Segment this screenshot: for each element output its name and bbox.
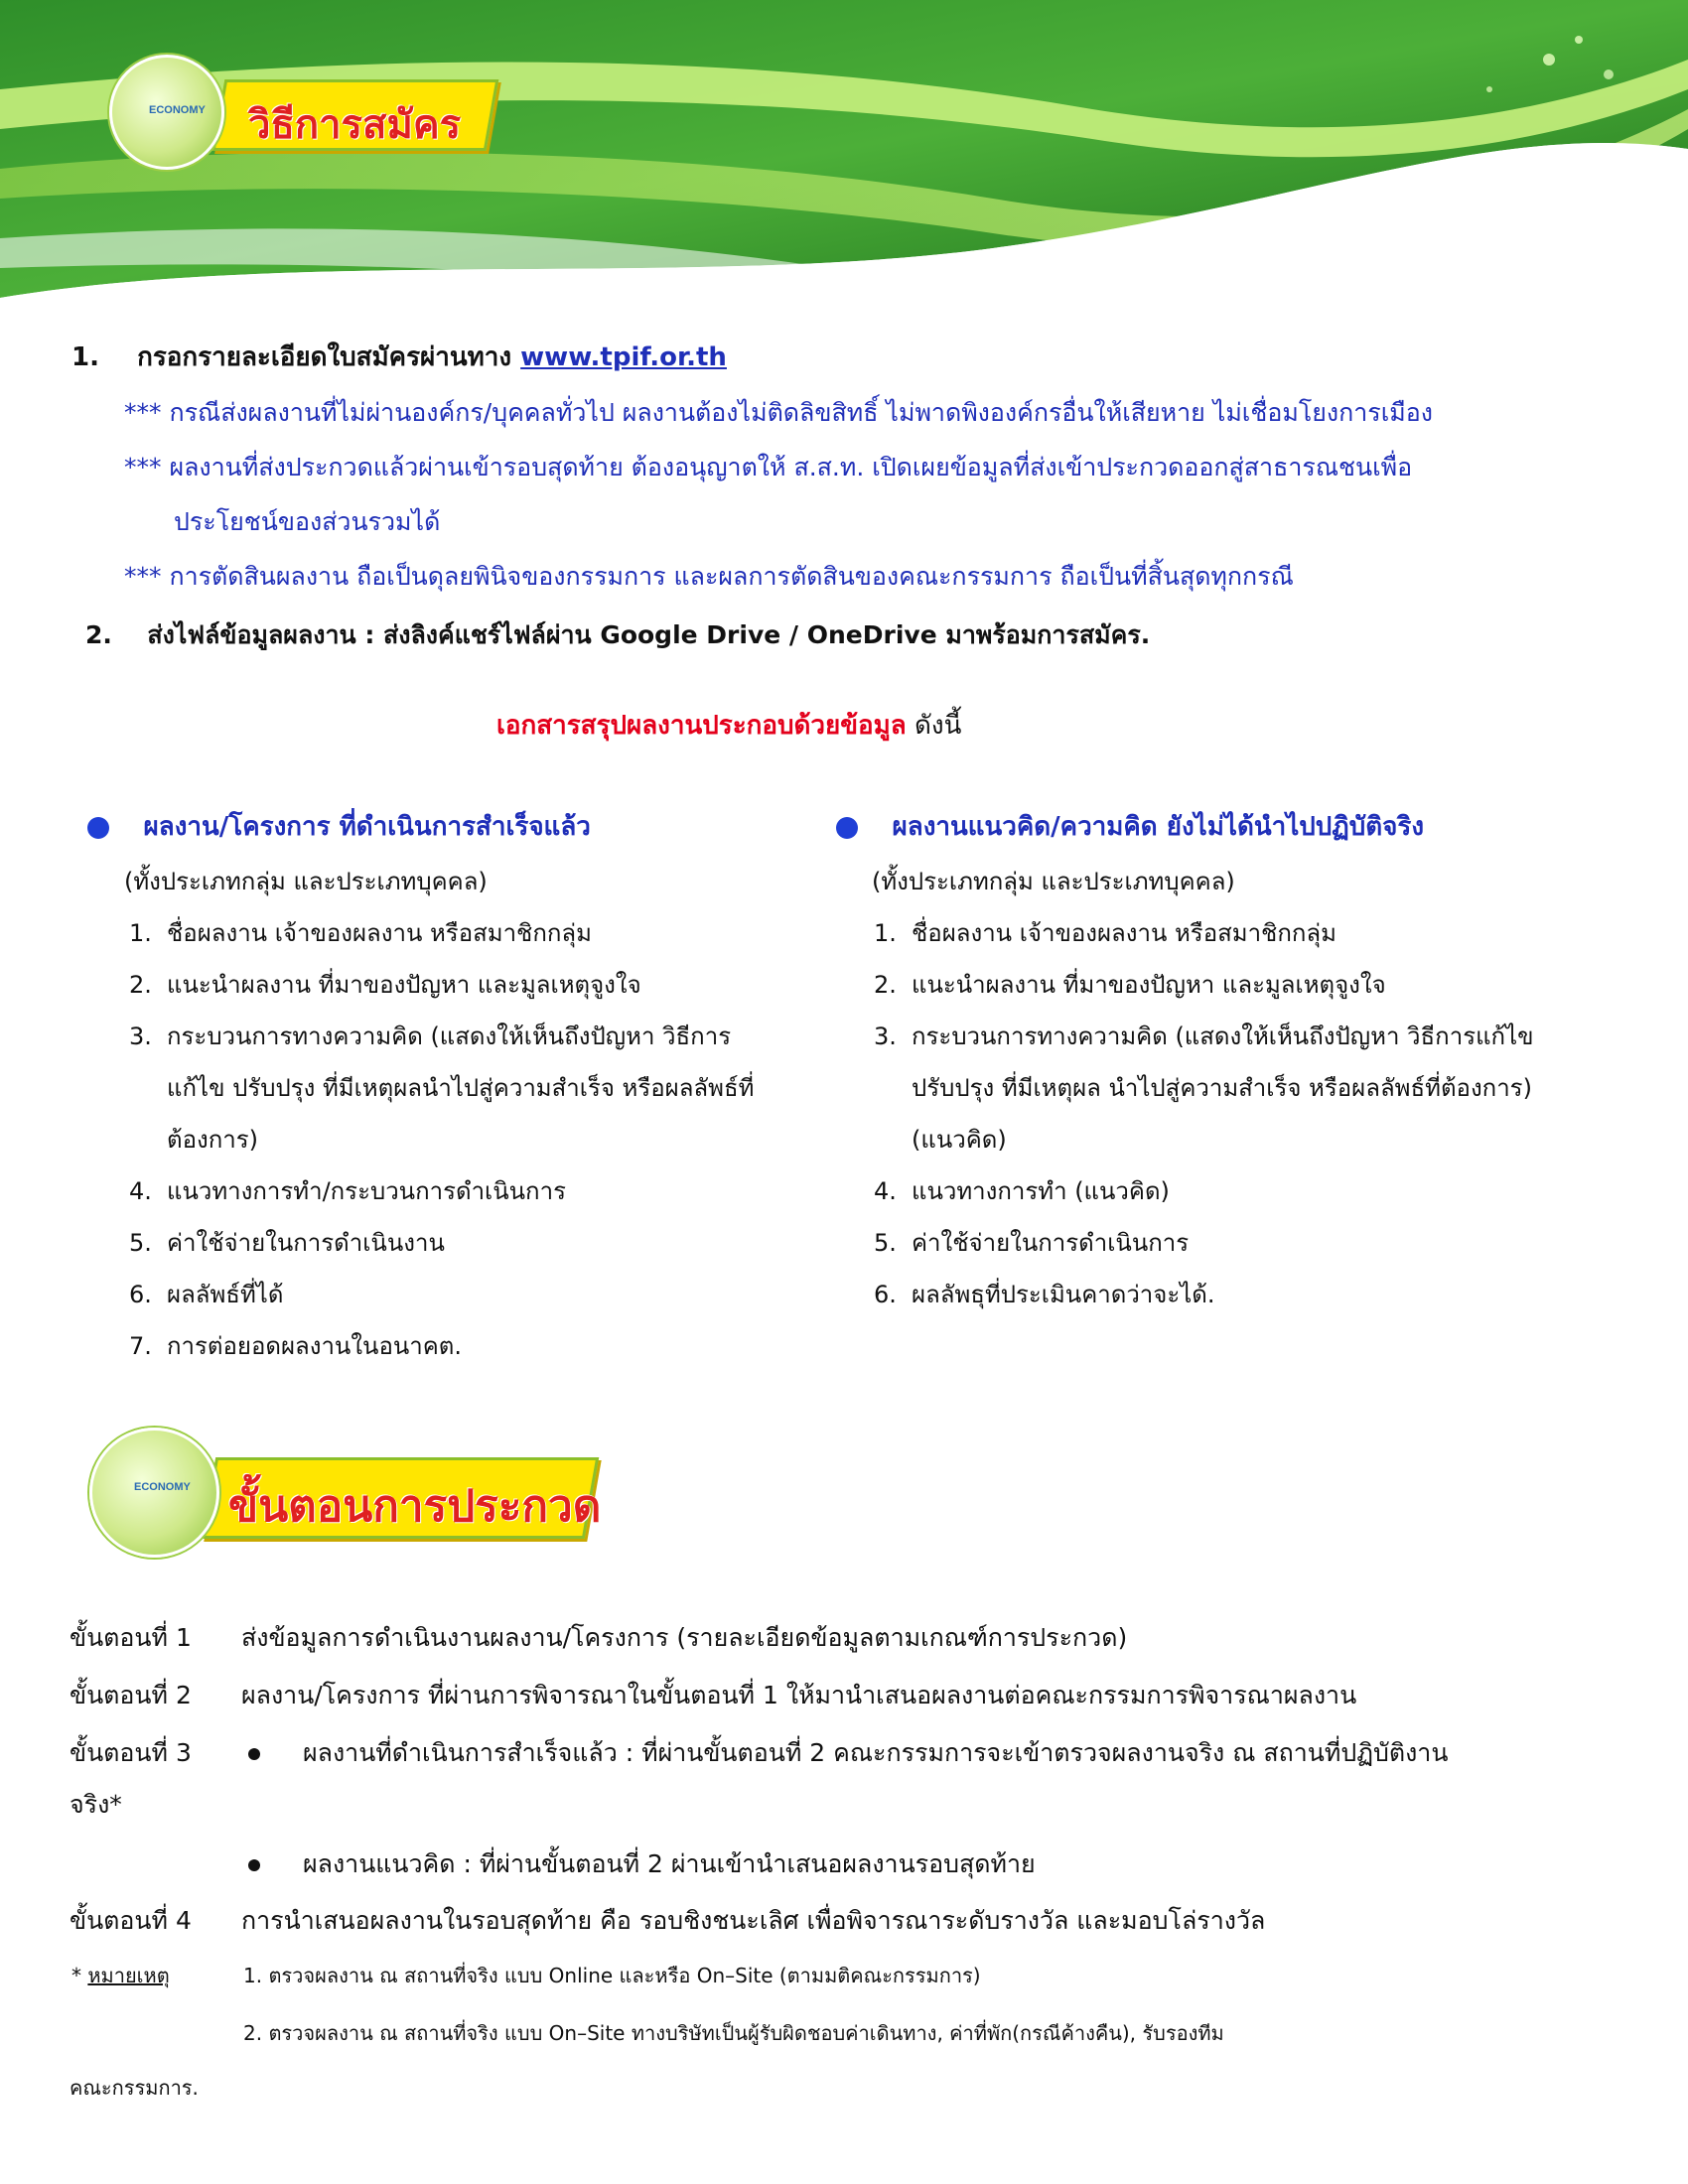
apply-step-2-text: ส่งไฟล์ข้อมูลผลงาน : ส่งลิงค์แชร์ไฟล์ผ่าน Google Drive / OneDrive มาพร้อมการสมัคร. bbox=[147, 620, 1151, 649]
right_col-item-text: แนะนำผลงาน ที่มาของปัญหา และมูลเหตุจูงใจ bbox=[912, 971, 1386, 999]
left_col-item-number: 2. bbox=[129, 971, 152, 999]
left_col-item-number: 1. bbox=[129, 919, 152, 947]
left_col-item-text: แนวทางการทำ/กระบวนการดำเนินการ bbox=[167, 1177, 566, 1205]
stage-3-label: ขั้นตอนที่ 3 bbox=[70, 1738, 192, 1767]
right_col-item-text: แนวทางการทำ (แนวคิด) bbox=[912, 1177, 1170, 1205]
stage-4-text: การนำเสนอผลงานในรอบสุดท้าย คือ รอบชิงชนะเลิศ เพื่อพิจารณาระดับรางวัล และมอบโล่รางวัล bbox=[241, 1906, 1266, 1935]
apply-step-1-number: 1. bbox=[71, 342, 99, 372]
apply-step-1 bbox=[71, 340, 727, 375]
section-badge-apply bbox=[109, 55, 526, 164]
stage-2-label: ขั้นตอนที่ 2 bbox=[70, 1681, 192, 1709]
bullet-dot-icon bbox=[836, 817, 858, 839]
left-column-heading: ผลงาน/โครงการ ที่ดำเนินการสำเร็จแล้ว bbox=[87, 809, 591, 845]
note-1: *** กรณีส่งผลงานที่ไม่ผ่านองค์กร/บุคคลทั่วไป ผลงานต้องไม่ติดลิขสิทธิ์ ไม่พาดพิงองค์กรอื่นให้เสียหาย ไม่เชื่อมโยงการเมือง bbox=[124, 398, 1433, 427]
note-2-cont: ประโยชน์ของส่วนรวมได้ bbox=[174, 507, 441, 536]
apply-step-1-text: กรอกรายละเอียดใบสมัครผ่านทาง bbox=[137, 342, 512, 372]
section-title-contest: ขั้นตอนการประกวด bbox=[228, 1481, 602, 1532]
right_col-item-text: ชื่อผลงาน เจ้าของผลงาน หรือสมาชิกกลุ่ม bbox=[912, 919, 1336, 947]
summary-heading-red: เอกสารสรุปผลงานประกอบด้วยข้อมูล bbox=[496, 711, 907, 741]
bullet-dot-icon bbox=[87, 817, 109, 839]
section-title-apply: วิธีการสมัคร bbox=[248, 102, 462, 148]
right-column-heading: ผลงานแนวคิด/ความคิด ยังไม่ได้นำไปปฏิบัติจริง bbox=[836, 809, 1424, 845]
left_col-item-number: 6. bbox=[129, 1281, 152, 1308]
right_col-item-text: (แนวคิด) bbox=[912, 1126, 1007, 1154]
remark-star: * bbox=[71, 1964, 88, 1987]
remark-1: 1. ตรวจผลงาน ณ สถานที่จริง แบบ Online และหรือ On–Site (ตามมติคณะกรรมการ) bbox=[243, 1964, 981, 1987]
stage-1-text: ส่งข้อมูลการดำเนินงานผลงาน/โครงการ (รายละเอียดข้อมูลตามเกณฑ์การประกวด) bbox=[241, 1623, 1128, 1652]
bullet-icon bbox=[248, 1859, 260, 1871]
right_col-item-number: 5. bbox=[874, 1229, 897, 1257]
remark bbox=[71, 1958, 170, 1993]
stage-2-text: ผลงาน/โครงการ ที่ผ่านการพิจารณาในขั้นตอนที่ 1 ให้มานำเสนอผลงานต่อคณะกรรมการพิจารณาผลงาน bbox=[241, 1681, 1357, 1709]
logo-label: ECONOMY bbox=[149, 104, 206, 116]
left_col-item-text: แก้ไข ปรับปรุง ที่มีเหตุผลนำไปสู่ความสำเร็จ หรือผลลัพธ์ที่ bbox=[167, 1074, 755, 1102]
summary-heading-suffix: ดังนี้ bbox=[906, 711, 962, 741]
note-2: *** ผลงานที่ส่งประกวดแล้วผ่านเข้ารอบสุดท้าย ต้องอนุญาตให้ ส.ส.ท. เปิดเผยข้อมูลที่ส่งเข้าประกวดออกสู่สาธารณชนเพื่อ bbox=[124, 453, 1413, 481]
left_col-item-number: 4. bbox=[129, 1177, 152, 1205]
left_col-item-text: แนะนำผลงาน ที่มาของปัญหา และมูลเหตุจูงใจ bbox=[167, 971, 641, 999]
right_col-item-text: กระบวนการทางความคิด (แสดงให้เห็นถึงปัญหา วิธีการแก้ไข bbox=[912, 1023, 1534, 1050]
bullet-icon bbox=[248, 1748, 260, 1760]
left_col-item-number: 3. bbox=[129, 1023, 152, 1050]
apply-step-2 bbox=[85, 617, 1150, 653]
remark-label: หมายเหตุ bbox=[87, 1964, 170, 1987]
stage-3-text-a: ผลงานที่ดำเนินการสำเร็จแล้ว : ที่ผ่านขั้นตอนที่ 2 คณะกรรมการจะเข้าตรวจผลงานจริง ณ สถานที่ปฏิบัติงาน bbox=[303, 1738, 1449, 1767]
logo-label: ECONOMY bbox=[134, 1481, 191, 1493]
remark-2: 2. ตรวจผลงาน ณ สถานที่จริง แบบ On–Site ทางบริษัทเป็นผู้รับผิดชอบค่าเดินทาง, ค่าที่พัก(กรณีค้างคืน), รับรองทีม bbox=[243, 2021, 1224, 2045]
right_col-item-number: 3. bbox=[874, 1023, 897, 1050]
stage-3-text-b: ผลงานแนวคิด : ที่ผ่านขั้นตอนที่ 2 ผ่านเข้านำเสนอผลงานรอบสุดท้าย bbox=[303, 1849, 1036, 1878]
stage-3-text-a2: จริง* bbox=[70, 1790, 122, 1819]
tpif-website-link[interactable]: www.tpif.or.th bbox=[520, 342, 727, 372]
right-column-sub: (ทั้งประเภทกลุ่ม และประเภทบุคคล) bbox=[872, 868, 1235, 895]
left_col-item-text: ชื่อผลงาน เจ้าของผลงาน หรือสมาชิกกลุ่ม bbox=[167, 919, 592, 947]
right_col-item-text: ค่าใช้จ่ายในการดำเนินการ bbox=[912, 1229, 1190, 1257]
left-column-sub: (ทั้งประเภทกลุ่ม และประเภทบุคคล) bbox=[124, 868, 488, 895]
left_col-item-text: กระบวนการทางความคิด (แสดงให้เห็นถึงปัญหา วิธีการ bbox=[167, 1023, 732, 1050]
section-badge-contest bbox=[89, 1420, 626, 1559]
remark-2-cont: คณะกรรมการ. bbox=[70, 2076, 199, 2100]
right_col-item-number: 2. bbox=[874, 971, 897, 999]
stage-4-label: ขั้นตอนที่ 4 bbox=[70, 1906, 192, 1935]
left_col-item-number: 5. bbox=[129, 1229, 152, 1257]
right_col-item-number: 1. bbox=[874, 919, 897, 947]
left_col-item-text: ผลลัพธ์ที่ได้ bbox=[167, 1281, 284, 1308]
right_col-item-number: 6. bbox=[874, 1281, 897, 1308]
stage-1 bbox=[70, 1620, 192, 1656]
note-3: *** การตัดสินผลงาน ถือเป็นดุลยพินิจของกรรมการ และผลการตัดสินของคณะกรรมการ ถือเป็นที่สิ้นสุดทุกกรณี bbox=[124, 562, 1294, 591]
stage-1-label: ขั้นตอนที่ 1 bbox=[70, 1623, 192, 1652]
left_col-item-text: การต่อยอดผลงานในอนาคต. bbox=[167, 1332, 463, 1360]
left_col-item-text: ต้องการ) bbox=[167, 1126, 258, 1154]
left_col-item-number: 7. bbox=[129, 1332, 152, 1360]
summary-heading bbox=[496, 708, 961, 744]
right_col-item-text: ปรับปรุง ที่มีเหตุผล นำไปสู่ความสำเร็จ หรือผลลัพธ์ที่ต้องการ) bbox=[912, 1074, 1532, 1102]
stage-3-bullet-b bbox=[248, 1846, 260, 1882]
left_col-item-text: ค่าใช้จ่ายในการดำเนินงาน bbox=[167, 1229, 445, 1257]
right_col-item-number: 4. bbox=[874, 1177, 897, 1205]
header-green-wave bbox=[0, 0, 1688, 328]
apply-step-2-number: 2. bbox=[85, 620, 112, 649]
stage-3-bullet-a bbox=[248, 1735, 260, 1771]
right_col-item-text: ผลลัพธุที่ประเมินคาดว่าจะได้. bbox=[912, 1281, 1215, 1308]
